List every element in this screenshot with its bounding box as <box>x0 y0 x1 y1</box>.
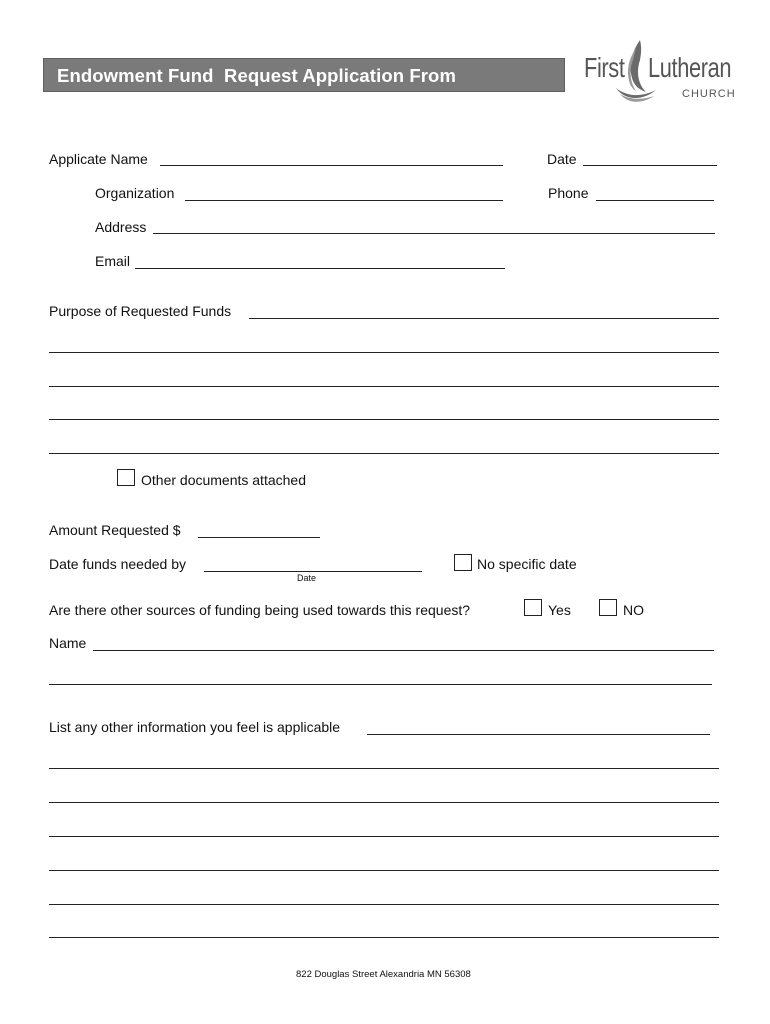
page-title: Endowment Fund Request Application From <box>57 65 457 86</box>
funding-name-label: Name <box>49 635 87 651</box>
date-needed-caption: Date <box>297 573 317 583</box>
logo-word-lutheran: Lutheran <box>648 52 732 83</box>
address-label: Address <box>95 219 147 235</box>
date-label: Date <box>547 151 577 167</box>
title-bar <box>43 58 565 92</box>
other-sources-question: Are there other sources of funding being used towards this request? <box>49 602 471 618</box>
logo-word-first: First <box>584 52 625 83</box>
other-info-field-line-4[interactable] <box>49 836 719 837</box>
email-field[interactable] <box>135 268 505 269</box>
phone-label: Phone <box>548 185 589 201</box>
funding-name-field-line-2[interactable] <box>49 684 712 685</box>
organization-label: Organization <box>95 185 175 201</box>
phone-field[interactable] <box>596 200 714 201</box>
no-label: NO <box>623 602 644 618</box>
no-checkbox[interactable] <box>599 599 617 616</box>
no-specific-date-checkbox[interactable] <box>454 554 472 571</box>
applicant-name-label: Applicate Name <box>49 151 148 167</box>
other-info-field-line-3[interactable] <box>49 802 719 803</box>
applicant-name-field[interactable] <box>160 165 503 166</box>
address-field[interactable] <box>153 233 715 234</box>
no-specific-date-label: No specific date <box>477 556 577 572</box>
other-info-field-line-2[interactable] <box>49 768 719 769</box>
purpose-field-line-3[interactable] <box>49 386 719 387</box>
amount-requested-label: Amount Requested $ <box>49 522 181 538</box>
date-field[interactable] <box>583 165 717 166</box>
purpose-field-line-2[interactable] <box>49 352 719 353</box>
date-needed-label: Date funds needed by <box>49 556 186 572</box>
other-info-label: List any other information you feel is applicable <box>49 719 341 735</box>
other-info-field-line-1[interactable] <box>367 734 710 735</box>
date-needed-field[interactable] <box>204 571 422 572</box>
other-info-field-line-6[interactable] <box>49 904 719 905</box>
church-logo <box>582 38 742 104</box>
funding-name-field-line-1[interactable] <box>93 650 714 651</box>
other-documents-checkbox[interactable] <box>117 469 135 486</box>
purpose-label: Purpose of Requested Funds <box>49 303 232 319</box>
yes-checkbox[interactable] <box>524 599 542 616</box>
email-label: Email <box>95 253 131 269</box>
organization-field[interactable] <box>185 200 503 201</box>
other-info-field-line-5[interactable] <box>49 870 719 871</box>
purpose-field-line-1[interactable] <box>249 318 719 319</box>
purpose-field-line-5[interactable] <box>49 453 719 454</box>
purpose-field-line-4[interactable] <box>49 419 719 420</box>
yes-label: Yes <box>548 602 571 618</box>
other-info-field-line-7[interactable] <box>49 937 719 938</box>
amount-requested-field[interactable] <box>198 537 320 538</box>
other-documents-label: Other documents attached <box>141 472 306 488</box>
footer-address: 822 Douglas Street Alexandria MN 56308 <box>296 969 471 980</box>
logo-word-church: CHURCH <box>682 88 736 100</box>
